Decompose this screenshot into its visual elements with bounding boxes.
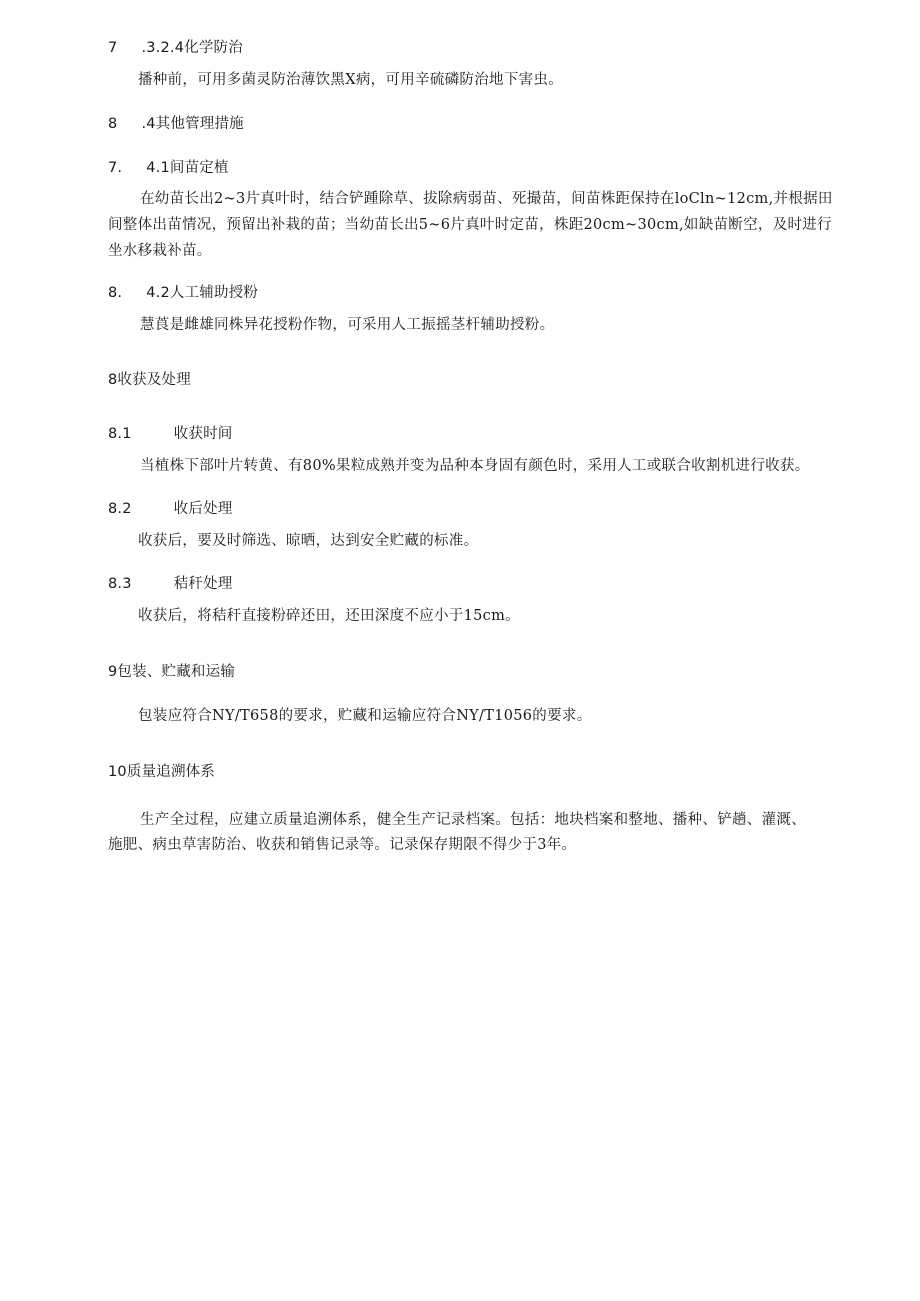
heading-8-4-2 — [108, 281, 258, 302]
heading-title: 秸秆处理 — [173, 576, 233, 592]
heading-10 — [108, 760, 215, 781]
heading-title: 4.2人工辅助授粉 — [146, 285, 259, 301]
paragraph-traceability-line-2: 施肥、病虫草害防治、收获和销售记录等。记录保存期限不得少于3年。 — [108, 837, 577, 853]
paragraph-harvest-time: 当植株下部叶片转黄、有80%果粒成熟并变为品种本身固有颜色时，采用人工或联合收割机进行收获。 — [140, 458, 810, 474]
paragraph-thinning-line-1: 在幼苗长出2~3片真叶时，结合铲踵除草、拔除病弱苗、死撮苗，间苗株距保持在loCln~12cm,并根据田 — [140, 191, 833, 207]
paragraph-packaging: 包装应符合NY/T658的要求，贮藏和运输应符合NY/T1056的要求。 — [138, 708, 592, 724]
heading-title: .3.2.4化学防治 — [141, 40, 243, 56]
heading-title: 10质量追溯体系 — [108, 764, 216, 780]
heading-number: 8. — [108, 285, 123, 301]
paragraph-thinning-line-2: 间整体出苗情况，预留出补栽的苗；当幼苗长出5~6片真叶时定苗，株距20cm~30cm,如缺苗断空，及时进行 — [108, 217, 832, 233]
heading-number: 8 — [108, 116, 118, 132]
heading-8 — [108, 368, 191, 389]
heading-title: 8收获及处理 — [108, 372, 191, 388]
heading-title: 收后处理 — [173, 501, 233, 517]
heading-number: 7. — [108, 160, 123, 176]
heading-8-4 — [108, 112, 244, 133]
heading-8-1 — [108, 422, 232, 443]
paragraph-straw: 收获后，将秸秆直接粉碎还田，还田深度不应小于15cm。 — [138, 608, 520, 624]
heading-number: 7 — [108, 40, 118, 56]
heading-title: 9包装、贮藏和运输 — [108, 664, 236, 680]
paragraph-pollination: 慧莨是雌雄同株异花授粉作物，可采用人工振摇茎杆辅助授粉。 — [140, 317, 555, 333]
heading-title: .4其他管理措施 — [141, 116, 244, 132]
heading-number: 8.2 — [108, 501, 132, 517]
heading-title: 4.1间苗定植 — [146, 160, 229, 176]
paragraph-chemical-control: 播种前，可用多菌灵防治薄饮黑X病，可用辛硫磷防治地下害虫。 — [138, 72, 564, 88]
paragraph-traceability-line-1: 生产全过程，应建立质量追溯体系，健全生产记录档案。包括：地块档案和整地、播种、铲趟、灌溉、 — [140, 812, 806, 828]
paragraph-thinning-line-3: 坐水移栽补苗。 — [108, 243, 212, 259]
heading-9 — [108, 660, 235, 681]
heading-7-3-2-4 — [108, 36, 243, 57]
heading-8-2 — [108, 497, 232, 518]
heading-number: 8.3 — [108, 576, 132, 592]
heading-title: 收获时间 — [173, 426, 233, 442]
heading-number: 8.1 — [108, 426, 132, 442]
heading-8-3 — [108, 572, 232, 593]
heading-7-4-1 — [108, 156, 229, 177]
paragraph-post-harvest: 收获后，要及时筛选、晾晒，达到安全贮藏的标准。 — [138, 533, 479, 549]
